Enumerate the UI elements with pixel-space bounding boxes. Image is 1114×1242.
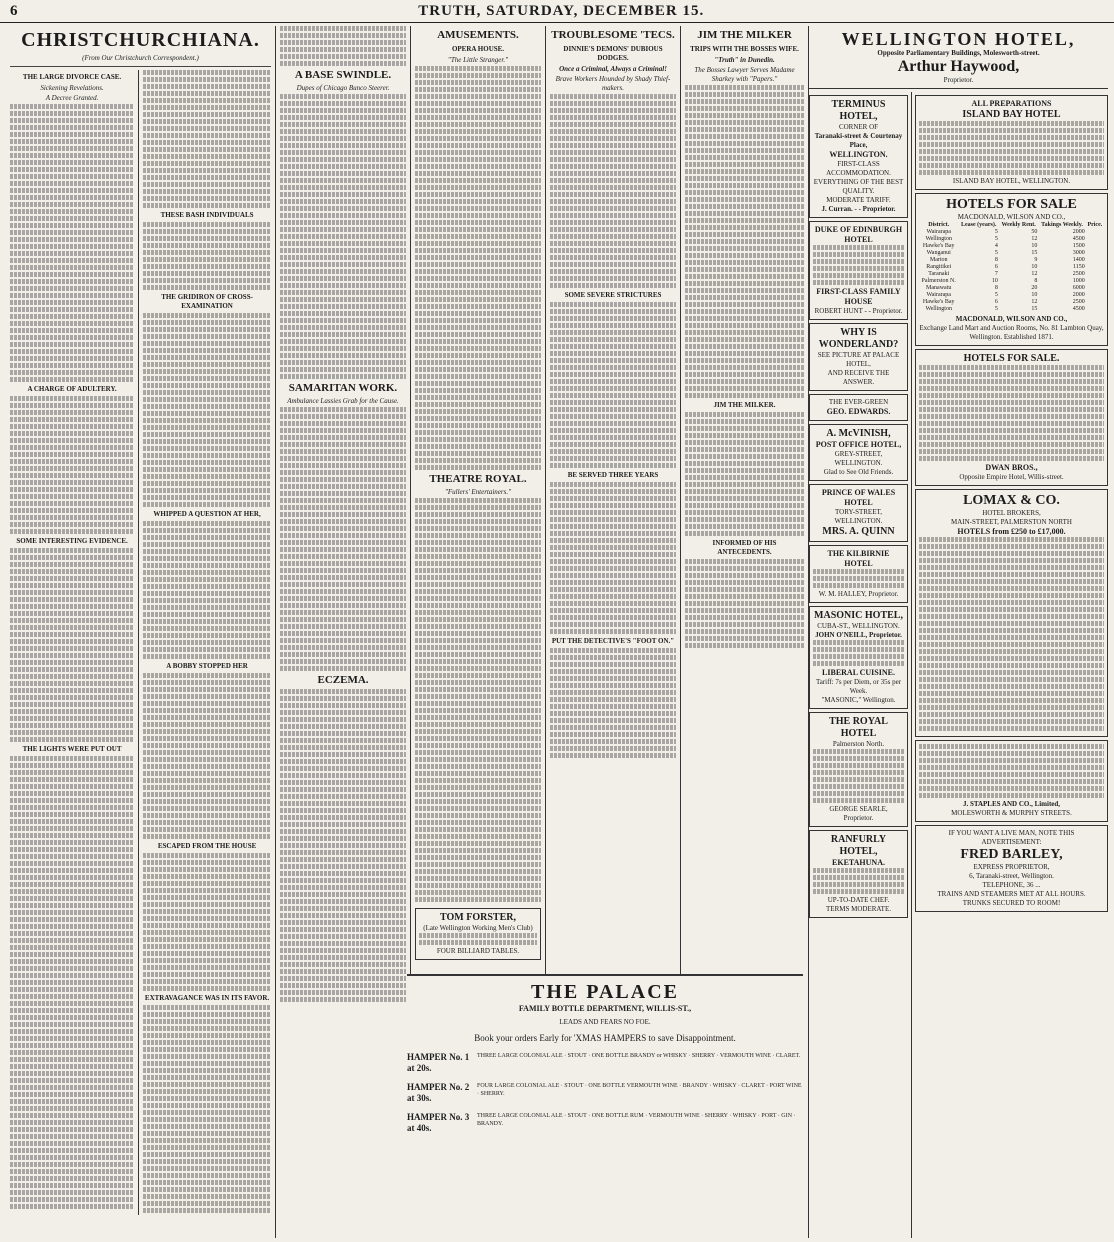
tom-forster-ad [415, 908, 541, 960]
eczema-heading: ECZEMA. [317, 674, 369, 686]
hamper-contents: THREE LARGE COLONIAL ALE · STOUT · ONE BOTTLE RUM · VERMOUTH WINE · SHERRY · WHISKY · PORT · GIN · BRANDY. [477, 1113, 796, 1127]
dwan-footer: DWAN BROS., [985, 463, 1038, 472]
table-cell: 1150 [1072, 264, 1085, 270]
extravagance-subhead: EXTRAVAGANCE WAS IN ITS FAVOR. [144, 994, 270, 1002]
kilbirnie-line: W. M. HALLEY, Proprietor. [818, 590, 899, 598]
table-cell: 10 [1031, 243, 1038, 249]
fullers-subhead: "Fullers' Entertainers." [444, 488, 512, 496]
kilbirnie-title: THE KILBIRNIE HOTEL [827, 549, 890, 568]
staples-ad [915, 740, 1108, 822]
antecedents-subhead: INFORMED OF HIS ANTECEDENTS. [712, 539, 777, 556]
ranfurly-line: TERMS MODERATE. [826, 905, 891, 913]
article-text-block [550, 94, 676, 288]
ambulance-subhead: Ambulance Lassies Grab for the Cause. [287, 397, 399, 405]
table-cell: 5 [994, 306, 998, 312]
wellington-hotel-subtitle: Opposite Parliamentary Buildings, Molesworth-street. [877, 49, 1040, 57]
wonderland-line: SEE PICTURE AT PALACE HOTEL, [817, 351, 900, 368]
staples-line: J. STAPLES AND CO., Limited, [962, 800, 1061, 808]
samaritan-heading: SAMARITAN WORK. [288, 382, 398, 394]
fred-barley-ad [915, 825, 1108, 912]
ranfurly-title: RANFURLY HOTEL, [830, 834, 887, 857]
table-cell: 4500 [1072, 236, 1085, 242]
divorce-subhead: Sickening Revelations. [40, 84, 104, 92]
barley-line: TELEPHONE, 36 ... [982, 881, 1041, 889]
table-cell: 4 [994, 243, 998, 249]
table-row [919, 243, 1104, 250]
masonic-line: Tariff: 7s per Diem, or 35s per Week. [815, 678, 902, 695]
wellington-hotel-ad [809, 26, 1108, 89]
mcvinish-line: Glad to See Old Friends. [823, 468, 894, 476]
macdonald-wilson-ad [915, 193, 1108, 346]
trips-subhead: TRIPS WITH THE BOSSES WIFE. [690, 45, 799, 53]
hamper-item [407, 1112, 803, 1134]
table-cell: 6 [994, 299, 998, 305]
workers-subhead: Brave Workers Hounded by Shady Thief-makers. [555, 75, 671, 92]
table-row [919, 229, 1104, 236]
ranfurly-ad [809, 830, 908, 918]
bash-subhead: THESE BASH INDIVIDUALS [160, 211, 254, 219]
palace-subtitle: FAMILY BOTTLE DEPARTMENT, WILLIS-ST., [518, 1004, 692, 1013]
table-header-cell: Price. [1087, 222, 1103, 228]
christchurchiana-heading: CHRISTCHURCHIANA. [21, 29, 260, 51]
table-row [919, 271, 1104, 278]
wonderland-title: WHY IS WONDERLAND? [818, 327, 899, 350]
wellington-hotel-name: Arthur Haywood, [897, 58, 1020, 75]
barley-line: EXPRESS PROPRIETOR, [973, 863, 1050, 871]
duke-of-edinburgh-ad [809, 221, 908, 320]
table-row [919, 264, 1104, 271]
table-cell: 5 [994, 250, 998, 256]
table-cell: 8 [1034, 278, 1038, 284]
article-text-block [280, 94, 406, 379]
macdonald-footer: MACDONALD, WILSON AND CO., [955, 315, 1068, 323]
dwan-footer: Opposite Empire Hotel, Willis-street. [959, 473, 1064, 481]
table-row [919, 236, 1104, 243]
table-cell: 8 [994, 285, 998, 291]
terminus-line: J. Curran. - - Proprietor. [821, 205, 896, 213]
article-text-block [143, 222, 271, 290]
column-swindle [276, 26, 411, 1238]
table-cell: Manawatu [926, 285, 952, 291]
mcvinish-title: A. McVINISH, [826, 428, 891, 439]
table-cell: 7 [994, 271, 998, 277]
table-header-cell: Lease (years). [961, 222, 997, 228]
royal-line: Proprietor. [843, 814, 874, 822]
table-cell: 10 [991, 278, 998, 284]
table-row [919, 278, 1104, 285]
troublesome-tecs-heading: TROUBLESOME 'TECS. [551, 29, 675, 41]
edwards-title: THE EVER-GREEN [828, 398, 889, 406]
tom-forster-footer: FOUR BILLIARD TABLES. [436, 947, 520, 955]
gridiron-subhead: THE GRIDIRON OF CROSS-EXAMINATION [161, 293, 253, 310]
mcvinish-line: GREY-STREET, WELLINGTON. [834, 450, 883, 467]
palace-title: THE PALACE [531, 981, 679, 1003]
tom-forster-title: TOM FORSTER, [440, 912, 516, 923]
ads-area [809, 26, 1108, 1238]
decree-subhead: A Decree Granted. [45, 94, 99, 102]
hotel-listings-table [919, 222, 1104, 313]
truth-dunedin-subhead: "Truth" in Dunedin. [714, 56, 775, 64]
royal-line: GEORGE SEARLE, [829, 805, 888, 813]
ranfurly-line: UP-TO-DATE CHEF. [827, 896, 890, 904]
table-cell: 5 [994, 236, 998, 242]
barley-line: 6, Taranaki-street, Wellington. [969, 872, 1054, 880]
article-text-block [415, 498, 541, 902]
criminal-subhead: Once a Criminal, Always a Criminal! [559, 65, 667, 73]
table-cell: 6000 [1072, 285, 1085, 291]
palace-body: Book your orders Early for 'XMAS HAMPERS to save Disappointment. [474, 1033, 736, 1043]
table-cell: 12 [1031, 271, 1038, 277]
wellington-hotel-role: Proprietor. [943, 76, 974, 84]
article-text-block [685, 85, 804, 398]
three-years-subhead: BE SERVED THREE YEARS [567, 471, 659, 479]
column-brokers [912, 92, 1108, 1238]
article-text-block [10, 548, 134, 742]
article-text-block [685, 412, 804, 536]
evidence-subhead: SOME INTERESTING EVIDENCE. [16, 537, 128, 545]
table-cell: 1400 [1072, 257, 1085, 263]
table-cell: Wairarapa [926, 229, 951, 235]
article-text-block [143, 313, 271, 507]
duke-line: ROBERT HUNT - - Proprietor. [814, 307, 903, 315]
bunco-subhead: Dupes of Chicago Bunco Steerer. [296, 84, 390, 92]
bobby-subhead: A BOBBY STOPPED HER [166, 662, 248, 670]
staples-line: MOLESWORTH & MURPHY STREETS. [951, 809, 1072, 817]
terminus-line: WELLINGTON. [829, 150, 888, 159]
table-row [919, 299, 1104, 306]
barley-line: TRAINS AND STEAMERS MET AT ALL HOURS. [937, 890, 1086, 898]
article-text-block [415, 66, 541, 470]
article-text-block [10, 756, 134, 1209]
edwards-line: GEO. EDWARDS. [826, 407, 891, 416]
table-cell: Wellington [925, 306, 952, 312]
mcvinish-ad [809, 424, 908, 481]
kilbirnie-ad [809, 545, 908, 603]
lomax-ad [915, 489, 1108, 737]
table-cell: 6 [994, 264, 998, 270]
masonic-line: JOHN O'NEILL, Proprietor. [815, 631, 902, 639]
wonderland-ad [809, 323, 908, 391]
terminus-line: MODERATE TARIFF. [826, 196, 891, 204]
table-cell: Hawke's Bay [922, 299, 955, 305]
strictures-subhead: SOME SEVERE STRICTURES [564, 291, 662, 299]
wellington-hotel-title: WELLINGTON HOTEL, [841, 29, 1076, 49]
adultery-subhead: A CHARGE OF ADULTERY. [27, 385, 117, 393]
table-cell: 10 [1031, 292, 1038, 298]
table-cell: 15 [1031, 250, 1038, 256]
article-text-block [10, 396, 134, 534]
article-text-block [550, 482, 676, 634]
article-text-block [550, 648, 676, 758]
base-swindle-heading: A BASE SWINDLE. [294, 69, 392, 81]
terminus-title: TERMINUS HOTEL, [831, 99, 886, 122]
amusements-heading: AMUSEMENTS. [437, 29, 519, 41]
table-cell: Taranaki [928, 271, 950, 277]
hamper-contents: FOUR LARGE COLONIAL ALE · STOUT · ONE BOTTLE VERMOUTH WINE · BRANDY · WHISKY · CLARET · PORT WINE · SHERRY. [477, 1083, 802, 1097]
table-row [919, 285, 1104, 292]
hamper-contents: THREE LARGE COLONIAL ALE · STOUT · ONE BOTTLE BRANDY or WHISKY · SHERRY · VERMOUTH WINE · CLARET. [477, 1053, 801, 1059]
table-cell: 4500 [1072, 306, 1085, 312]
hotels-for-sale-title: HOTELS FOR SALE [946, 197, 1077, 212]
christchurchiana-byline: (From Our Christchurch Correspondent.) [82, 54, 199, 62]
macdonald-footer: Exchange Land Mart and Auction Rooms, No. 81 Lambton Quay, Wellington. Established 1871. [919, 324, 1104, 341]
table-cell: Palmerston N. [921, 278, 956, 284]
table-header-row [919, 222, 1104, 229]
article-text-block [280, 26, 406, 66]
mcvinish-line: POST OFFICE HOTEL, [815, 440, 902, 449]
prince-of-wales-ad [809, 484, 908, 542]
article-text-block [143, 521, 271, 659]
hamper-item [407, 1052, 803, 1074]
article-text-block [143, 1005, 271, 1213]
hotels-for-sale-dwan-title: HOTELS FOR SALE. [963, 353, 1060, 364]
table-cell: 12 [1031, 236, 1038, 242]
hamper-label: HAMPER No. 3 at 40s. [407, 1112, 470, 1133]
article-text-block [143, 673, 271, 839]
terminus-line: EVERYTHING OF THE BEST QUALITY. [813, 178, 904, 195]
masthead-title: TRUTH, SATURDAY, DECEMBER 15. [418, 2, 705, 19]
theatre-royal-heading: THEATRE ROYAL. [429, 473, 527, 485]
ranfurly-line: EKETAHUNA. [832, 858, 885, 867]
table-row [919, 250, 1104, 257]
prince-title: PRINCE OF WALES HOTEL [821, 488, 896, 507]
masonic-line: CUBA-ST., WELLINGTON. [817, 622, 900, 630]
table-cell: 20 [1031, 285, 1038, 291]
prince-line: TORY-STREET, WELLINGTON. [834, 508, 883, 525]
table-cell: 15 [1031, 306, 1038, 312]
table-cell: Wairarapa [926, 292, 951, 298]
island-bay-ad [915, 95, 1108, 190]
palace-ad [407, 974, 803, 1242]
lomax-line: HOTEL BROKERS, [982, 509, 1041, 517]
table-cell: Marton [929, 257, 948, 263]
royal-hotel-ad [809, 712, 908, 827]
dinnie-subhead: DINNIE'S DEMONS' DUBIOUS DODGES. [563, 45, 663, 62]
little-stranger-subhead: "The Little Stranger." [447, 56, 509, 64]
article-text-block [10, 104, 134, 382]
table-cell: 12 [1031, 299, 1038, 305]
lomax-line: MAIN-STREET, PALMERSTON NORTH [951, 518, 1072, 526]
duke-line: FIRST-CLASS FAMILY HOUSE [816, 287, 901, 306]
escaped-subhead: ESCAPED FROM THE HOUSE [157, 842, 257, 850]
whipped-subhead: WHIPPED A QUESTION AT HER, [153, 510, 261, 518]
terminus-line: FIRST-CLASS ACCOMMODATION. [826, 160, 891, 177]
table-header-cell: Takings Weekly. [1041, 222, 1083, 228]
article-text-block [550, 302, 676, 468]
table-row [919, 306, 1104, 313]
palace-tagline: LEADS AND FEARS NO FOE. [559, 1018, 651, 1026]
royal-title: THE ROYAL HOTEL [829, 716, 888, 739]
island-bay-title: ALL PREPARATIONS [971, 99, 1052, 108]
prince-line: MRS. A. QUINN [822, 526, 895, 537]
table-cell: 5 [994, 229, 998, 235]
barley-line: TRUNKS SECURED TO ROOM! [962, 899, 1061, 907]
table-cell: 50 [1031, 229, 1038, 235]
hamper-label: HAMPER No. 2 at 30s. [407, 1082, 470, 1103]
geo-edwards-ad [809, 394, 908, 421]
opera-house-subhead: OPERA HOUSE. [451, 45, 505, 53]
masonic-title: MASONIC HOTEL, [814, 610, 903, 621]
table-cell: 1500 [1072, 243, 1085, 249]
table-cell: 2500 [1072, 271, 1085, 277]
article-text-block [280, 407, 406, 671]
hamper-list [407, 1052, 803, 1134]
table-cell: 2500 [1072, 299, 1085, 305]
island-bay-line: ISLAND BAY HOTEL, WELLINGTON. [952, 177, 1071, 185]
table-cell: 3000 [1072, 250, 1085, 256]
dwan-bros-ad [915, 349, 1108, 486]
masonic-ad [809, 606, 908, 709]
masthead [0, 0, 1114, 23]
terminus-line: CORNER OF [838, 123, 879, 131]
table-cell: 2000 [1072, 292, 1085, 298]
duke-title: DUKE OF EDINBURGH HOTEL [814, 225, 903, 244]
jim-milker-subhead: JIM THE MILKER. [713, 401, 776, 409]
masonic-line: "MASONIC," Wellington. [821, 696, 896, 704]
lights-subhead: THE LIGHTS WERE PUT OUT [22, 745, 122, 753]
lomax-title: LOMAX & CO. [963, 493, 1060, 508]
wonderland-line: AND RECEIVE THE ANSWER. [827, 369, 890, 386]
island-bay-line: ISLAND BAY HOTEL [962, 109, 1061, 120]
royal-line: Palmerston North. [832, 740, 885, 748]
table-cell: Wellington [925, 236, 952, 242]
table-cell: Wanganui [926, 250, 951, 256]
foot-on-subhead: PUT THE DETECTIVE'S "FOOT ON." [551, 637, 675, 645]
table-cell: 5 [994, 292, 998, 298]
macdonald-line: MACDONALD, WILSON AND CO., [957, 213, 1066, 221]
lomax-line: HOTELS from £250 to £17,000. [957, 527, 1066, 536]
hamper-item [407, 1082, 803, 1104]
jim-milker-heading: JIM THE MILKER [697, 29, 792, 41]
bosses-lawyer-subhead: The Bosses Lawyer Serves Madame Sharkey with "Papers." [694, 66, 795, 83]
table-row [919, 257, 1104, 264]
page-number: 6 [10, 2, 19, 19]
article-text-block [280, 689, 406, 1002]
table-cell: 9 [1034, 257, 1038, 263]
table-header-cell: Weekly Rent. [1001, 222, 1036, 228]
table-cell: Hawke's Bay [922, 243, 955, 249]
divorce-case-heading: THE LARGE DIVORCE CASE. [22, 73, 122, 81]
table-cell: 8 [994, 257, 998, 263]
table-cell: 2000 [1072, 229, 1085, 235]
column-christchurchiana [6, 26, 276, 1238]
terminus-hotel-ad [809, 95, 908, 218]
table-cell: 10 [1031, 264, 1038, 270]
table-cell: 1000 [1072, 278, 1085, 284]
article-text-block [143, 70, 271, 208]
masonic-line: LIBERAL CUISINE. [822, 668, 895, 677]
article-text-block [143, 853, 271, 991]
article-text-block [685, 559, 804, 648]
hamper-label: HAMPER No. 1 at 20s. [407, 1052, 470, 1073]
barley-line: IF YOU WANT A LIVE MAN, NOTE THIS ADVERTISEMENT: [948, 829, 1075, 846]
barley-title: FRED BARLEY, [960, 847, 1063, 862]
column-hotel-ads [809, 92, 912, 1238]
tom-forster-line: (Late Wellington Working Men's Club) [423, 924, 533, 932]
table-cell: Rangitikei [926, 264, 952, 270]
terminus-line: Taranaki-street & Courtenay Place, [814, 132, 903, 149]
table-row [919, 292, 1104, 299]
table-header-cell: District. [928, 222, 950, 228]
